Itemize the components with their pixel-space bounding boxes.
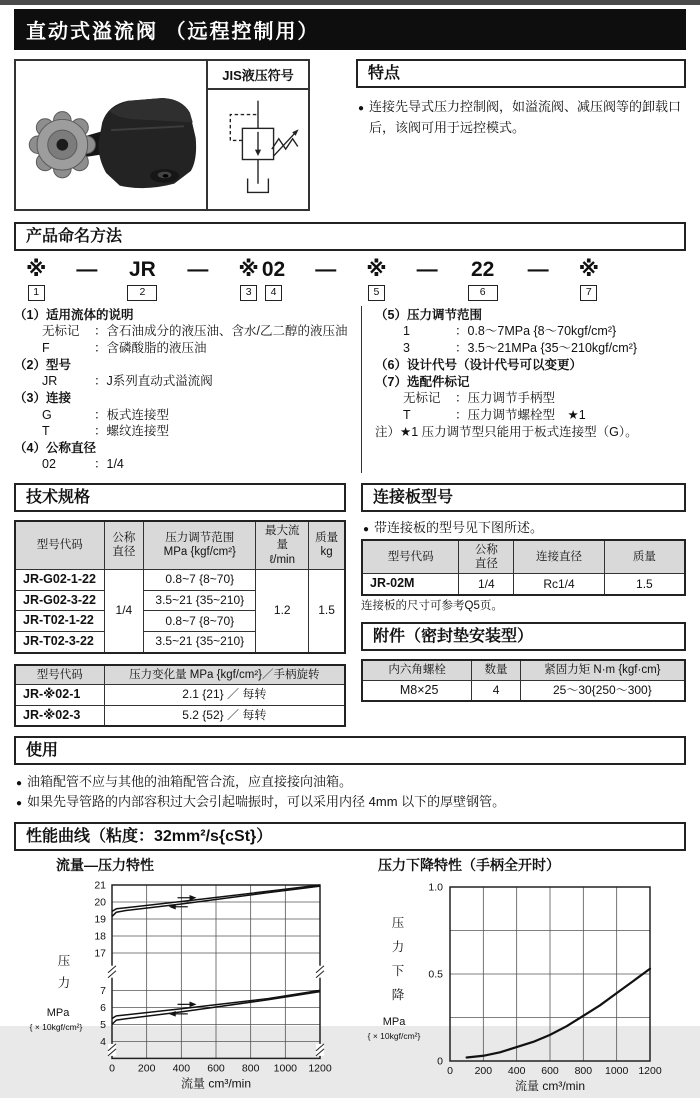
svg-text:{ × 10kgf/cm²}: { × 10kgf/cm²} <box>367 1030 421 1041</box>
naming-item-4: （4）公称直径 <box>14 441 96 456</box>
charts-row <box>0 853 700 1098</box>
code-box-1: 1 <box>28 285 45 301</box>
pressure-drop-chart-block <box>350 853 700 1098</box>
svg-text:降: 降 <box>391 987 405 1002</box>
naming-item-3: （3）连接 <box>14 391 71 406</box>
subplate-heading: 连接板型号 <box>361 483 686 512</box>
code-token: ※ 1 <box>26 258 46 301</box>
table-row: JR-※02-1 2.1 {21} ／ 每转 <box>15 684 345 705</box>
code-box-3: 3 <box>240 285 257 301</box>
svg-text:0.5: 0.5 <box>428 968 443 981</box>
svg-text:21: 21 <box>94 879 106 892</box>
table-row: JR-※02-3 5.2 {52} ／ 每转 <box>15 705 345 726</box>
table-row: JR-G02-3-22 3.5~21 {35~210} <box>15 590 345 611</box>
code-token: ※ 3 <box>238 258 258 301</box>
naming-entry: T ：螺纹连接型 <box>42 423 170 438</box>
mass-cell: 1.5 <box>309 570 345 653</box>
col-header-connection: 连接直径 <box>514 540 604 574</box>
jis-symbol-area <box>208 90 308 209</box>
col-header-range: 压力调节范围 MPa {kgf/cm²} <box>144 521 256 570</box>
svg-text:MPa: MPa <box>382 1015 406 1028</box>
table-row: JR-T02-1-22 0.8~7 {8~70} <box>15 611 345 632</box>
table-row: M8×25 4 25～30{250～300} <box>362 680 685 701</box>
code-token: ※ 7 <box>579 258 599 301</box>
flow-pressure-chart-block <box>0 853 350 1098</box>
naming-item-5: （5）压力调节范围 <box>375 308 482 323</box>
col-header-torque: 紧固力矩 N·m {kgf·cm} <box>520 660 685 680</box>
code-dash: — <box>416 258 438 282</box>
bullet-icon: ● <box>363 523 370 535</box>
svg-text:200: 200 <box>474 1064 493 1077</box>
svg-text:800: 800 <box>241 1062 260 1075</box>
code-dash: — <box>527 258 549 282</box>
col-header-pressure-change: 压力变化量 MPa {kgf/cm²}／手柄旋转 <box>104 665 345 685</box>
naming-left-column <box>14 306 361 473</box>
code-box-7: 7 <box>580 285 597 301</box>
naming-item-2: （2）型号 <box>14 357 71 372</box>
flow-pressure-chart <box>0 875 350 1093</box>
code-dash: — <box>76 258 98 282</box>
subplate-bullet: ● 带连接板的型号见下图所述。 <box>361 518 686 539</box>
col-header-flow: 最大流量 ℓ/min <box>256 521 309 570</box>
naming-entry: 1 ：0.8～7MPa {8～70kgf/cm²} <box>403 324 617 339</box>
valve-photo <box>18 62 204 208</box>
code-dash: — <box>187 258 209 282</box>
svg-text:7: 7 <box>100 984 106 997</box>
naming-right-column <box>361 306 686 473</box>
col-header-bolt: 内六角螺栓 <box>362 660 472 680</box>
svg-text:0: 0 <box>109 1062 115 1075</box>
subplate-section <box>361 483 686 727</box>
svg-text:5: 5 <box>100 1018 106 1031</box>
col-header-model: 型号代码 <box>15 665 104 685</box>
svg-text:600: 600 <box>541 1064 559 1077</box>
svg-text:400: 400 <box>172 1062 191 1075</box>
jis-symbol-caption: JIS液压符号 <box>208 61 308 90</box>
valve-photo-area <box>16 61 206 209</box>
code-dash: — <box>315 258 337 282</box>
usage-heading: 使用 <box>14 736 686 765</box>
code-token: ※ 5 <box>366 258 386 301</box>
usage-notes <box>14 772 686 812</box>
pressure-change-table <box>14 664 346 728</box>
svg-text:600: 600 <box>207 1062 225 1075</box>
svg-text:1200: 1200 <box>308 1062 332 1075</box>
svg-text:0: 0 <box>437 1055 443 1068</box>
jis-symbol-column <box>206 61 308 209</box>
col-header-model: 型号代码 <box>15 521 104 570</box>
table-row: JR-02M 1/4 Rc1/4 1.5 <box>362 574 685 595</box>
svg-text:400: 400 <box>507 1064 526 1077</box>
naming-entry: 无标记 ：压力调节手柄型 <box>403 391 556 406</box>
max-flow-cell: 1.2 <box>256 570 309 653</box>
svg-text:压: 压 <box>391 915 405 930</box>
usage-bullet: ● 如果先导管路的内部容积过大会引起喘振时，可以采用内径 4mm 以下的厚壁钢管。 <box>14 792 686 812</box>
code-token: JR 2 <box>127 258 157 301</box>
svg-text:流量 cm³/min: 流量 cm³/min <box>181 1076 251 1091</box>
page-title: 直动式溢流阀 （远程控制用） <box>14 9 686 50</box>
col-header-bore: 公称 直径 <box>104 521 144 570</box>
svg-text:1000: 1000 <box>273 1062 298 1075</box>
features-text: 连接先导式压力控制阀，如溢流阀、减压阀等的卸载口后，该阀可用于远控模式。 <box>369 99 682 135</box>
bore-cell: 1/4 <box>104 570 144 653</box>
specs-heading: 技术规格 <box>14 483 346 512</box>
svg-text:800: 800 <box>574 1064 593 1077</box>
page-top-edge <box>0 0 700 5</box>
naming-entry: F ：含磷酸脂的液压油 <box>42 340 207 355</box>
bullet-icon: ● <box>16 778 23 790</box>
naming-entry: 3 ：3.5～21MPa {35～210kgf/cm²} <box>403 340 638 355</box>
svg-text:4: 4 <box>100 1035 106 1048</box>
bullet-icon: ● <box>358 103 365 115</box>
naming-heading: 产品命名方法 <box>14 222 686 251</box>
svg-text:6: 6 <box>100 1001 106 1014</box>
code-token: 22 6 <box>468 258 498 301</box>
svg-text:压: 压 <box>57 953 71 968</box>
accessory-table <box>361 659 686 702</box>
features-bullet <box>356 97 686 139</box>
naming-entry: JR ：J系列直动式溢流阀 <box>42 374 213 389</box>
naming-entry: 02 ：1/4 <box>42 457 124 472</box>
model-code-row <box>26 258 686 301</box>
svg-text:下: 下 <box>391 963 405 978</box>
table-row: JR-T02-3-22 3.5~21 {35~210} <box>15 631 345 652</box>
svg-text:19: 19 <box>94 913 106 926</box>
naming-item-1: （1）适用流体的说明 <box>14 308 134 323</box>
naming-footnote: 注）★1 压力调节型只能用于板式连接型（G）。 <box>375 424 638 439</box>
col-header-bore: 公称 直径 <box>459 540 514 574</box>
product-photo-panel <box>14 59 310 211</box>
svg-text:200: 200 <box>137 1062 156 1075</box>
curves-heading: 性能曲线（粘度：32mm²/s{cSt}） <box>14 822 686 851</box>
col-header-mass: 质量 kg <box>309 521 345 570</box>
col-header-qty: 数量 <box>472 660 520 680</box>
code-box-6: 6 <box>468 285 498 301</box>
svg-text:1000: 1000 <box>604 1064 629 1077</box>
svg-text:0: 0 <box>447 1064 453 1077</box>
col-header-model: 型号代码 <box>362 540 459 574</box>
specs-table <box>14 520 346 654</box>
table-row: JR-G02-1-22 1/4 0.8~7 {8~70} 1.2 1.5 <box>15 570 345 591</box>
accessory-heading: 附件（密封垫安装型） <box>361 622 686 651</box>
specs-section <box>14 483 346 727</box>
svg-text:20: 20 <box>94 896 106 909</box>
specs-row <box>14 483 686 727</box>
subplate-note: 连接板的尺寸可参考Q5页。 <box>361 600 503 613</box>
svg-text:18: 18 <box>94 930 106 943</box>
code-token: 02 4 <box>262 258 285 301</box>
code-box-5: 5 <box>368 285 385 301</box>
code-box-4: 4 <box>265 285 282 301</box>
usage-bullet: ● 油箱配管不应与其他的油箱配管合流，应直接接向油箱。 <box>14 772 686 792</box>
svg-text:力: 力 <box>391 939 405 954</box>
svg-text:1.0: 1.0 <box>428 881 443 894</box>
code-box-2: 2 <box>127 285 157 301</box>
svg-text:流量 cm³/min: 流量 cm³/min <box>515 1078 585 1093</box>
svg-text:MPa: MPa <box>46 1006 70 1019</box>
naming-item-7: （7）选配件标记 <box>375 375 470 390</box>
naming-entry: 无标记 ：含石油成分的液压油、含水/乙二醇的液压油 <box>42 324 348 339</box>
top-row <box>14 59 686 211</box>
chart-title: 压力下降特性（手柄全开时） <box>378 856 560 873</box>
pressure-drop-chart <box>350 875 700 1093</box>
features-heading: 特点 <box>356 59 686 88</box>
col-header-mass: 质量 <box>604 540 685 574</box>
naming-entry: T ：压力调节螺栓型 ★1 <box>403 407 586 422</box>
svg-text:17: 17 <box>94 947 106 960</box>
svg-text:{ × 10kgf/cm²}: { × 10kgf/cm²} <box>29 1021 83 1032</box>
chart-title: 流量—压力特性 <box>56 856 154 873</box>
subplate-table <box>361 539 686 596</box>
naming-entry: G ：板式连接型 <box>42 407 170 422</box>
features-section <box>356 59 686 211</box>
bullet-icon: ● <box>16 798 23 810</box>
relief-valve-jis-symbol <box>213 95 303 205</box>
naming-explanations <box>14 306 686 473</box>
svg-text:力: 力 <box>57 975 71 990</box>
naming-item-6: （6）设计代号（设计代号可以变更） <box>375 357 582 372</box>
svg-text:1200: 1200 <box>638 1064 662 1077</box>
